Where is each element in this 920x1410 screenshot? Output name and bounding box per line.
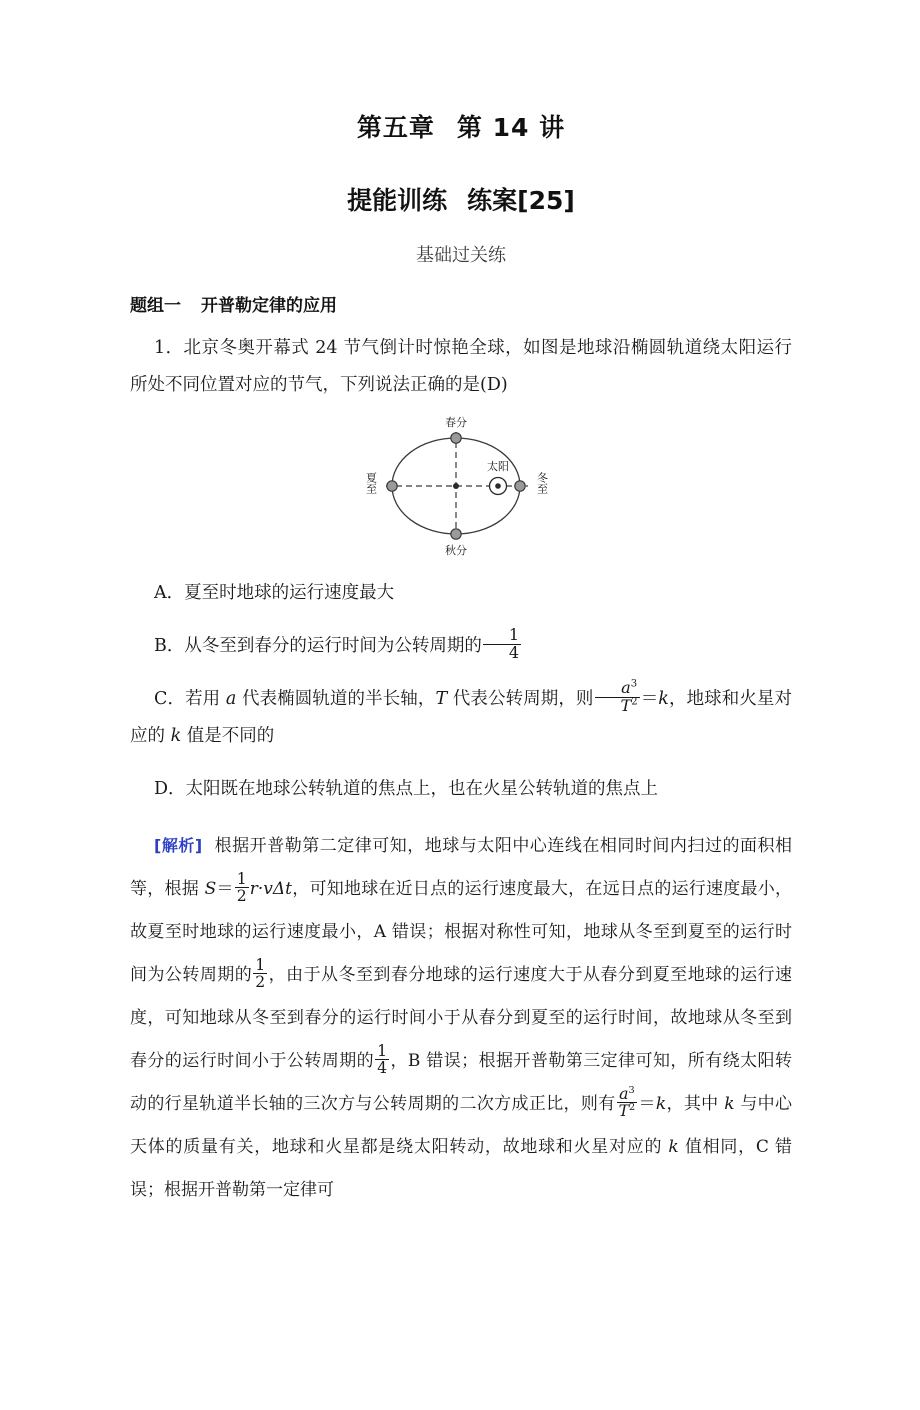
option-c-letter: C． bbox=[154, 689, 186, 710]
option-c-seg1: 若用 bbox=[185, 689, 226, 710]
question-number: 1． bbox=[154, 338, 184, 358]
analysis-s4: ，可知地球在近日点的运行速度最大，在远日点的运行速度最小，故夏至时地球的运行速度最小，A 错误；根据对称性可知，地球从冬至到夏至的运行时间为公转周期的 bbox=[130, 879, 793, 986]
formula-den-exp: 2 bbox=[631, 696, 638, 708]
fraction-numerator: 1 bbox=[236, 868, 247, 888]
lecture-label: 第 14 讲 bbox=[456, 113, 566, 142]
analysis-s7: ＝ bbox=[638, 1094, 656, 1115]
practice-code-label: 练案[25] bbox=[467, 186, 575, 215]
formula-a3-over-T2-analysis bbox=[617, 1083, 638, 1120]
label-autumn-equinox: 秋分 bbox=[445, 544, 467, 557]
marker-autumn-equinox bbox=[451, 529, 461, 539]
orbit-svg bbox=[346, 414, 576, 559]
formula-den-exp: 2 bbox=[628, 1101, 636, 1113]
question-group-heading bbox=[130, 291, 792, 316]
variable-a: a bbox=[225, 689, 237, 710]
fraction-denominator: 4 bbox=[508, 642, 520, 662]
fraction-one-quarter-2 bbox=[375, 1040, 389, 1077]
marker-spring-equinox bbox=[451, 433, 461, 443]
formula-num-exp: 3 bbox=[628, 1084, 635, 1096]
variable-k-b: k bbox=[724, 1094, 735, 1115]
analysis-s6: ，B 错误；根据开普勒第三定律可知，所有绕太阳转动的行星轨道半长轴的三次方与公转周期的二次方成正比，则有 bbox=[130, 1051, 792, 1115]
fraction-one-half-1 bbox=[235, 868, 249, 905]
ellipse-center-dot bbox=[453, 483, 459, 489]
variable-k-2: k bbox=[170, 726, 182, 747]
formula-a3-over-T2 bbox=[595, 680, 640, 714]
section-title: 基础过关练 bbox=[416, 245, 506, 266]
analysis-block bbox=[130, 824, 792, 1212]
option-c-seg4: ＝ bbox=[640, 689, 659, 710]
formula-den-base: T bbox=[620, 695, 632, 715]
option-c bbox=[130, 678, 793, 755]
analysis-s1: 根据开普勒第二定律可知，地球与太阳中心连线在相同时间内扫过的面积相等，根据 bbox=[130, 836, 792, 900]
option-d bbox=[130, 771, 792, 808]
option-d-letter: D． bbox=[154, 779, 186, 800]
chapter-label: 第五章 bbox=[356, 113, 435, 142]
fraction-one-quarter bbox=[483, 627, 521, 661]
option-d-text: 太阳既在地球公转轨道的焦点上，也在火星公转轨道的焦点上 bbox=[185, 779, 659, 800]
analysis-s9: 与中心天体的质量有关，地球和火星都是绕太阳转动，故地球和火星对应的 bbox=[130, 1094, 793, 1158]
analysis-s10: 值相同，C 错误；根据开普勒第一定律可 bbox=[130, 1137, 792, 1201]
label-sun: 太阳 bbox=[487, 460, 509, 473]
formula-num-base: a bbox=[621, 678, 631, 698]
orbit-figure bbox=[130, 414, 792, 559]
variable-k-c: k bbox=[668, 1137, 679, 1158]
option-c-seg6: 值是不同的 bbox=[181, 726, 275, 747]
fraction-numerator: 1 bbox=[483, 627, 521, 644]
question-answer: D bbox=[486, 375, 501, 395]
formula-denominator bbox=[595, 695, 640, 715]
formula-num-exp: 3 bbox=[630, 679, 638, 691]
formula-num-base: a bbox=[619, 1083, 629, 1103]
option-c-seg5: ，地球和火星对应的 bbox=[130, 689, 793, 747]
option-b-text: 从冬至到春分的运行时间为公转周期的 bbox=[184, 636, 482, 657]
fraction-one-half-2 bbox=[253, 954, 267, 991]
option-a bbox=[130, 575, 792, 612]
label-summer-solstice: 夏至 bbox=[364, 472, 378, 494]
formula-den-base: T bbox=[618, 1100, 629, 1120]
option-b bbox=[130, 625, 792, 665]
question-paren-close: ) bbox=[500, 375, 508, 395]
group-title-text: 开普勒定律的应用 bbox=[201, 296, 337, 316]
option-b-letter: B． bbox=[154, 636, 185, 657]
practice-title bbox=[130, 181, 792, 217]
practice-main-label: 提能训练 bbox=[347, 186, 448, 215]
fraction-numerator: 1 bbox=[255, 954, 266, 974]
option-a-text: 夏至时地球的运行速度最大 bbox=[184, 583, 395, 603]
option-a-letter: A． bbox=[154, 583, 185, 603]
question-text: 北京冬奥开幕式 24 节气倒计时惊艳全球，如图是地球沿椭圆轨道绕太阳运行所处不同位置对应的节气，下列说法正确的是( bbox=[130, 338, 792, 395]
sun-center-dot bbox=[495, 483, 501, 489]
analysis-s2: ＝ bbox=[216, 879, 234, 900]
analysis-s5: ，由于从冬至到春分地球的运行速度大于从春分到夏至地球的运行速度，可知地球从冬至到春分的运行时间小于从春分到夏至的运行时间，故地球从冬至到春分的运行时间小于公转周期的 bbox=[130, 965, 793, 1072]
formula-denominator bbox=[617, 1100, 638, 1120]
marker-winter-solstice bbox=[515, 481, 525, 491]
marker-summer-solstice bbox=[387, 481, 397, 491]
fraction-denominator: 2 bbox=[236, 885, 247, 905]
label-spring-equinox: 春分 bbox=[445, 416, 467, 429]
label-winter-solstice: 冬至 bbox=[535, 472, 549, 494]
question-stem bbox=[130, 330, 792, 404]
fraction-denominator: 4 bbox=[377, 1057, 388, 1077]
variable-k: k bbox=[658, 689, 669, 710]
fraction-numerator: 1 bbox=[377, 1040, 388, 1060]
analysis-label: [解析] bbox=[154, 836, 203, 856]
page-title bbox=[130, 108, 792, 144]
option-c-seg3: 代表公转周期，则 bbox=[447, 689, 594, 710]
fraction-denominator: 2 bbox=[255, 971, 266, 991]
variable-k-a: k bbox=[655, 1094, 667, 1115]
document-page bbox=[0, 108, 920, 1410]
group-label: 题组一 bbox=[130, 296, 181, 316]
analysis-s3: r·vΔt bbox=[249, 879, 292, 900]
analysis-s8: ，其中 bbox=[666, 1094, 725, 1115]
variable-T: T bbox=[435, 689, 448, 710]
option-c-seg2: 代表椭圆轨道的半长轴， bbox=[236, 689, 436, 710]
variable-S: S bbox=[204, 879, 217, 900]
